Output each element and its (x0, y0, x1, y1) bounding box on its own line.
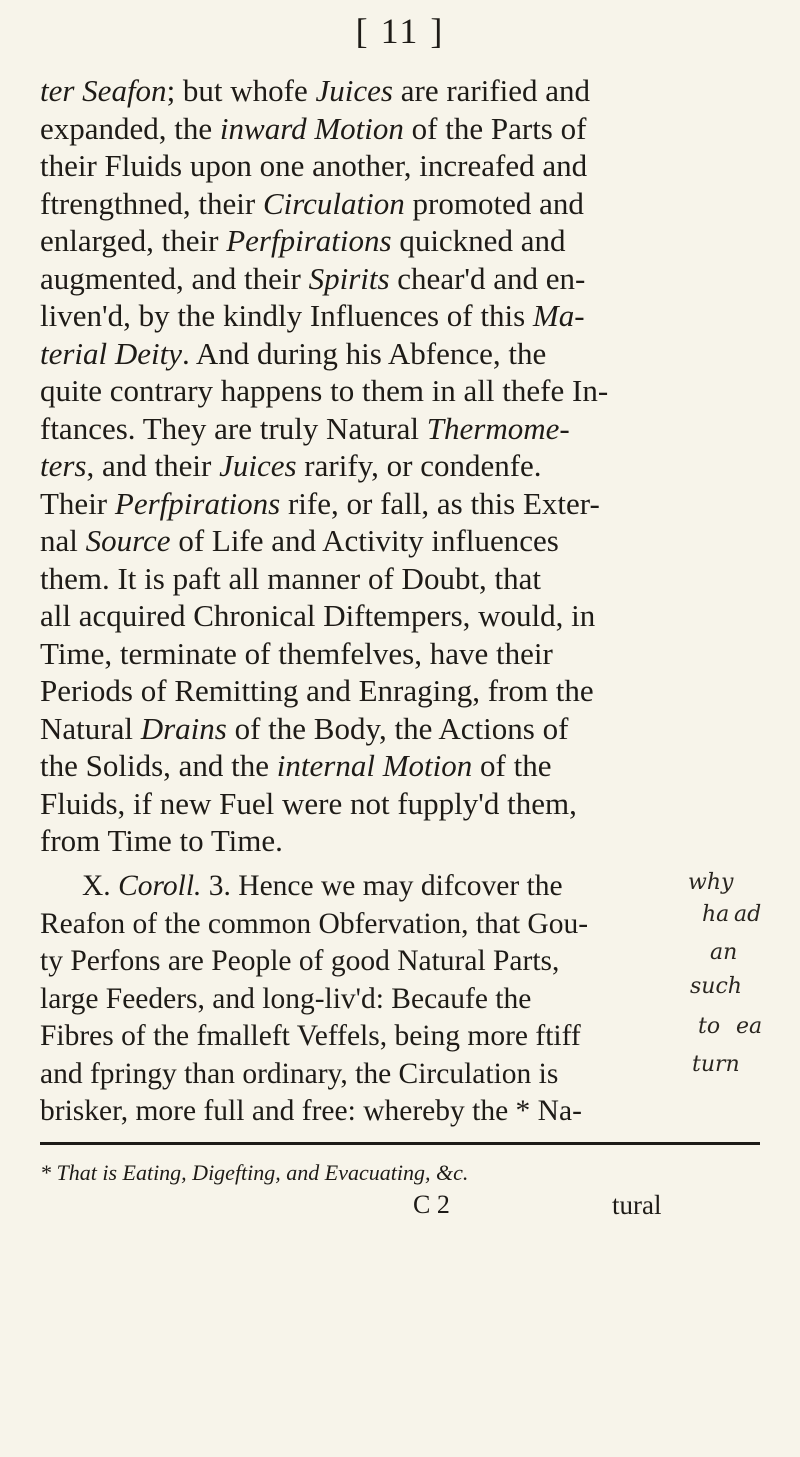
text-line (40, 335, 720, 373)
text-run: Fibres of the fmalleft Veffels, being more ftiff (40, 1020, 581, 1052)
margin-note-word: an (710, 940, 738, 965)
text-line (40, 522, 720, 560)
text-run: promoted and (404, 185, 584, 221)
text-run: quickned and (391, 223, 566, 258)
text-run: Juices (219, 448, 297, 483)
text-line (40, 943, 680, 981)
text-run: all acquired Chronical Diftempers, would, in (40, 598, 596, 633)
text-line (40, 1056, 680, 1094)
text-line (40, 147, 720, 185)
text-run: internal Motion (276, 748, 473, 783)
text-run: Time, terminate of themfelves, have their (40, 635, 553, 671)
text-run: expanded, the (40, 110, 220, 146)
text-line (40, 710, 720, 748)
margin-note-word: turn (692, 1052, 740, 1077)
text-run: Thermome- (426, 410, 570, 446)
text-line (40, 372, 720, 410)
text-line (40, 110, 720, 148)
signature-mark: C 2 (413, 1190, 450, 1219)
text-line (40, 297, 720, 335)
handwritten-margin-note (686, 868, 786, 1118)
text-run: Coroll. (118, 870, 202, 902)
text-run: brisker, more full and free: whereby the * Na- (40, 1095, 582, 1127)
footnote-rule (40, 1142, 760, 1145)
text-run: the Solids, and the (40, 748, 277, 783)
text-line (40, 447, 720, 485)
text-line (40, 906, 680, 944)
text-run: ter Seafon (40, 73, 167, 108)
text-run: ; but whofe (166, 73, 316, 108)
text-run: ftrengthned, their (40, 185, 263, 221)
text-line (40, 560, 720, 598)
text-run: large Feeders, and long-liv'd: Becaufe the (40, 982, 532, 1015)
text-line (40, 981, 680, 1019)
corollary-paragraph (40, 868, 680, 1131)
text-run: enlarged, their (40, 223, 227, 258)
text-run: terial Deity (40, 335, 183, 371)
text-run: inward Motion (219, 110, 404, 146)
text-line (40, 597, 720, 635)
text-run: them. It is paft all manner of Doubt, that (40, 560, 542, 596)
margin-note-word: ea (736, 1014, 763, 1039)
text-line (40, 185, 720, 223)
text-run: from Time to Time. (40, 823, 283, 858)
margin-note-word: such (690, 974, 742, 999)
text-run: of Life and Activity influences (170, 523, 559, 558)
text-run: . And during his Abfence, the (182, 335, 547, 371)
page-number: [ 11 ] (355, 11, 445, 51)
text-run: Reafon of the common Obfervation, that Gou- (40, 907, 589, 940)
text-run: Circulation (262, 185, 405, 221)
text-line (40, 785, 720, 823)
text-run: Perfpirations (114, 485, 281, 521)
text-run: augmented, and their (40, 260, 309, 296)
text-run: Fluids, if new Fuel were not fupply'd them, (40, 785, 577, 821)
text-run: ty Perfons are People of good Natural Parts, (40, 945, 560, 977)
text-run: liven'd, by the kindly Influences of this (40, 298, 533, 333)
text-run: 3. Hence we may difcover the (201, 870, 563, 902)
text-run: Juices (315, 73, 393, 108)
text-run: of the Parts of (403, 110, 587, 146)
text-run: Ma- (532, 298, 585, 333)
text-line (40, 485, 720, 523)
text-run: Natural (40, 710, 141, 746)
text-run: Spirits (308, 260, 390, 296)
footnote: * That is Eating, Digefting, and Evacuating, &c. (40, 1160, 469, 1185)
text-line (40, 1093, 680, 1131)
text-run: X. (82, 870, 119, 902)
text-line (40, 1018, 680, 1056)
text-line (40, 410, 720, 448)
text-run: nal (40, 523, 86, 558)
text-line (40, 260, 720, 298)
text-line (40, 822, 720, 860)
text-line (40, 868, 680, 906)
text-line (40, 635, 720, 673)
text-run: of the Body, the Actions of (226, 710, 569, 746)
text-run: ftances. They are truly Natural (40, 410, 427, 446)
margin-note-word: ad (734, 902, 762, 927)
text-line (40, 672, 720, 710)
text-line (40, 222, 720, 260)
text-run: Periods of Remitting and Enraging, from the (40, 673, 594, 708)
text-line (40, 72, 720, 110)
text-run: rife, or fall, as this Exter- (280, 485, 600, 521)
margin-note-word: ha (702, 902, 730, 927)
main-paragraph (40, 72, 720, 860)
text-run: chear'd and en- (389, 260, 586, 296)
text-run: Drains (140, 710, 227, 746)
margin-note-word: to (698, 1014, 721, 1039)
text-run: Source (85, 523, 171, 558)
text-run: are rarified and (392, 73, 591, 108)
text-run: of the (472, 748, 552, 783)
text-run: rarify, or condenfe. (296, 448, 542, 483)
text-line (40, 747, 720, 785)
text-run: their Fluids upon one another, increafed and (40, 148, 588, 183)
text-run: Their (40, 485, 115, 521)
margin-note-word: why (688, 870, 734, 895)
text-run: and fpringy than ordinary, the Circulation is (40, 1057, 559, 1090)
text-run: Perfpirations (226, 223, 392, 258)
text-run: quite contrary happens to them in all thefe In- (40, 373, 609, 408)
text-run: ters (40, 448, 87, 483)
catchword: tural (612, 1190, 662, 1220)
text-run: , and their (86, 448, 220, 483)
